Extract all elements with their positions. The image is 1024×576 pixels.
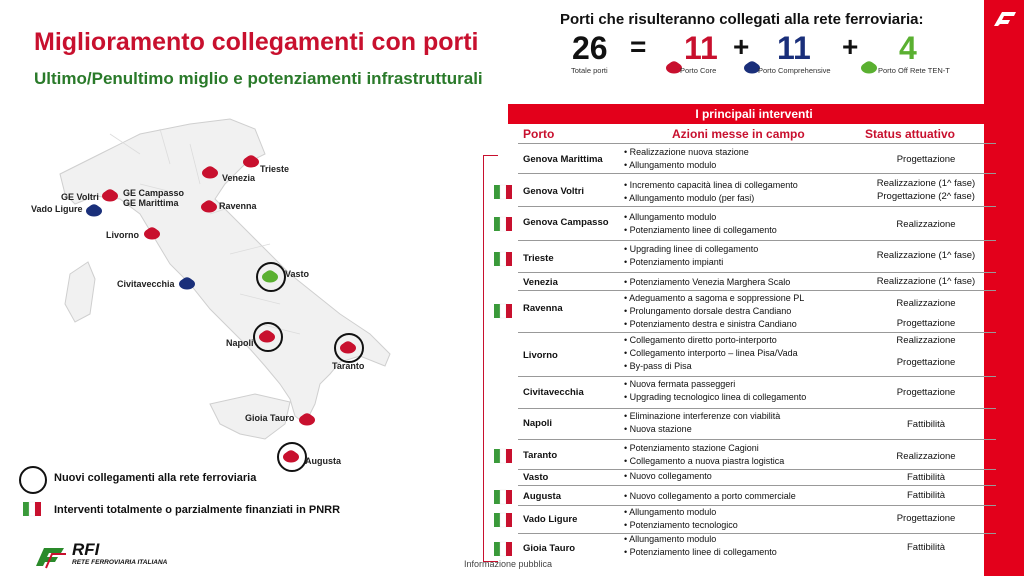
table-row-action: • Nuova stazione bbox=[624, 424, 692, 434]
map-label-augusta: Augusta bbox=[305, 456, 341, 466]
map-label-civitavecchia: Civitavecchia bbox=[117, 279, 175, 289]
table-row-action: • Allungamento modulo bbox=[624, 507, 716, 517]
total-ports-count: 26 bbox=[572, 30, 608, 66]
table-row-action: • Allungamento modulo bbox=[624, 212, 716, 222]
port-pin-icon bbox=[85, 201, 103, 217]
plus-sign: + bbox=[842, 31, 859, 62]
table-row-port: Genova Voltri bbox=[523, 186, 585, 197]
table-row-port: Genova Marittima bbox=[523, 154, 603, 165]
off-network-port-icon bbox=[860, 58, 878, 74]
map-label-gioia-tauro: Gioia Tauro bbox=[245, 413, 295, 423]
pnrr-flag-icon bbox=[493, 447, 515, 465]
map-label-napoli: Napoli bbox=[226, 338, 254, 348]
table-row-action: • Allungamento modulo bbox=[624, 534, 716, 544]
table-row-port: Ravenna bbox=[523, 303, 563, 314]
table-row-status: Realizzazione (1^ fase) bbox=[876, 178, 976, 189]
port-pin-icon bbox=[178, 274, 196, 290]
map-label-ravenna: Ravenna bbox=[219, 201, 257, 211]
row-divider bbox=[518, 240, 996, 241]
rfi-tagline: RETE FERROVIARIA ITALIANA bbox=[72, 559, 168, 566]
italy-map bbox=[40, 104, 420, 474]
table-row-action: • Adeguamento a sagoma e soppressione PL bbox=[624, 293, 804, 303]
port-pin-icon bbox=[242, 152, 260, 168]
table-row-action: • Nuovo collegamento bbox=[624, 471, 712, 481]
row-divider bbox=[518, 290, 996, 291]
table-row-status: Realizzazione bbox=[896, 298, 956, 309]
map-label-ge-voltri: GE Voltri bbox=[61, 192, 99, 202]
comprehensive-port-label: Porto Comprehensive bbox=[758, 66, 831, 75]
table-row-action: • Potenziamento linee di collegamento bbox=[624, 547, 777, 557]
table-row-status: Progettazione bbox=[896, 154, 956, 165]
table-row-port: Augusta bbox=[523, 491, 561, 502]
row-divider bbox=[518, 485, 996, 486]
row-divider bbox=[518, 533, 996, 534]
plus-sign: + bbox=[733, 31, 750, 62]
port-pin-icon bbox=[143, 224, 161, 240]
table-row-status: Realizzazione bbox=[896, 451, 956, 462]
column-header-azioni: Azioni messe in campo bbox=[672, 127, 805, 141]
table-row-action: • Nuovo collegamento a porto commerciale bbox=[624, 491, 796, 501]
table-row-port: Livorno bbox=[523, 350, 558, 361]
table-row-status: Fattibilità bbox=[906, 472, 945, 483]
port-pin-icon bbox=[201, 163, 219, 179]
row-divider bbox=[518, 505, 996, 506]
page-subtitle: Ultimo/Penultimo miglio e potenziamenti infrastrutturali bbox=[34, 69, 483, 88]
table-row-port: Civitavecchia bbox=[523, 387, 584, 398]
map-label-ge-campasso: GE Campasso bbox=[123, 188, 185, 198]
table-row-action: • Upgrading linee di collegamento bbox=[624, 244, 758, 254]
equals-sign: = bbox=[630, 31, 647, 62]
map-label-vado-ligure: Vado Ligure bbox=[31, 204, 83, 214]
port-pin-icon bbox=[282, 447, 300, 463]
footer-note: Informazione pubblica bbox=[464, 559, 553, 569]
table-row-action: • Collegamento diretto porto-interporto bbox=[624, 335, 777, 345]
table-row-status: Progettazione (2^ fase) bbox=[877, 191, 975, 202]
port-pin-icon bbox=[101, 186, 119, 202]
table-row-action: • Collegamento a nuova piastra logistica bbox=[624, 456, 784, 466]
core-ports-count: 11 bbox=[684, 30, 718, 66]
pnrr-flag-icon bbox=[22, 500, 44, 518]
table-row-action: • Potenziamento impianti bbox=[624, 257, 723, 267]
table-row-port: Gioia Tauro bbox=[523, 543, 576, 554]
map-label-trieste: Trieste bbox=[260, 164, 290, 174]
page-title: Miglioramento collegamenti con porti bbox=[34, 28, 479, 56]
table-row-port: Taranto bbox=[523, 450, 558, 461]
table-row-status: Fattibilità bbox=[906, 542, 945, 553]
table-row-status: Progettazione bbox=[896, 387, 956, 398]
fs-logo-icon bbox=[990, 8, 1018, 30]
port-pin-icon bbox=[298, 410, 316, 426]
pnrr-flag-icon bbox=[493, 302, 515, 320]
pnrr-flag-icon bbox=[493, 215, 515, 233]
table-row-status: Progettazione bbox=[896, 513, 956, 524]
table-row-status: Progettazione bbox=[896, 318, 956, 329]
row-divider bbox=[518, 272, 996, 273]
table-row-status: Fattibilità bbox=[906, 419, 945, 430]
table-row-action: • Potenziamento linee di collegamento bbox=[624, 225, 777, 235]
table-row-action: • Collegamento interporto – linea Pisa/Vada bbox=[624, 348, 798, 358]
row-divider bbox=[518, 332, 996, 333]
row-divider bbox=[518, 376, 996, 377]
pnrr-flag-icon bbox=[493, 488, 515, 506]
pnrr-flag-icon bbox=[493, 250, 515, 268]
pnrr-legend-label: Interventi totalmente o parzialmente finanziati in PNRR bbox=[54, 504, 341, 516]
table-row-action: • Incremento capacità linea di collegamento bbox=[624, 180, 798, 190]
off-network-ports-count: 4 bbox=[899, 30, 917, 66]
total-ports-label: Totale porti bbox=[571, 66, 608, 75]
row-divider bbox=[518, 206, 996, 207]
table-row-status: Realizzazione (1^ fase) bbox=[876, 250, 976, 261]
table-row-action: • Allungamento modulo bbox=[624, 160, 716, 170]
row-divider bbox=[518, 173, 996, 174]
table-row-action: • Potenziamento tecnologico bbox=[624, 520, 738, 530]
table-row-port: Venezia bbox=[523, 277, 558, 288]
map-label-livorno: Livorno bbox=[106, 230, 139, 240]
table-row-action: • Potenziamento destra e sinistra Candiano bbox=[624, 319, 797, 329]
table-row-action: • Potenziamento Venezia Marghera Scalo bbox=[624, 277, 790, 287]
table-row-action: • By-pass di Pisa bbox=[624, 361, 692, 371]
table-row-status: Realizzazione bbox=[896, 335, 956, 346]
table-row-action: • Nuova fermata passeggeri bbox=[624, 379, 735, 389]
table-row-port: Napoli bbox=[523, 418, 553, 429]
table-row-port: Vado Ligure bbox=[523, 514, 578, 525]
table-row-status: Realizzazione (1^ fase) bbox=[876, 276, 976, 287]
row-divider bbox=[518, 439, 996, 440]
port-pin-icon bbox=[200, 197, 218, 213]
map-label-taranto: Taranto bbox=[332, 361, 365, 371]
row-divider bbox=[518, 469, 996, 470]
off-network-port-label: Porto Off Rete TEN-T bbox=[878, 66, 950, 75]
pnrr-flag-icon bbox=[493, 183, 515, 201]
column-header-status: Status attuativo bbox=[865, 127, 956, 141]
comprehensive-ports-count: 11 bbox=[777, 30, 811, 66]
map-label-vasto: Vasto bbox=[285, 269, 310, 279]
pnrr-flag-icon bbox=[493, 511, 515, 529]
port-pin-icon bbox=[258, 327, 276, 343]
table-row-action: • Realizzazione nuova stazione bbox=[624, 147, 749, 157]
row-divider bbox=[518, 408, 996, 409]
rfi-brand: RFI bbox=[72, 540, 100, 559]
table-row-port: Vasto bbox=[523, 472, 549, 483]
new-link-legend-label: Nuovi collegamenti alla rete ferroviaria bbox=[54, 472, 257, 484]
header-divider bbox=[518, 143, 996, 144]
pnrr-flag-icon bbox=[493, 540, 515, 558]
port-pin-icon bbox=[261, 267, 279, 283]
map-label-venezia: Venezia bbox=[222, 173, 256, 183]
table-row-port: Genova Campasso bbox=[523, 217, 609, 228]
ports-summary-heading: Porti che risulteranno collegati alla rete ferroviaria: bbox=[560, 11, 924, 28]
table-row-status: Fattibilità bbox=[906, 490, 945, 501]
core-port-label: Porto Core bbox=[680, 66, 717, 75]
table-row-status: Progettazione bbox=[896, 357, 956, 368]
table-row-action: • Upgrading tecnologico linea di collegamento bbox=[624, 392, 806, 402]
table-title: I principali interventi bbox=[508, 104, 1000, 124]
table-row-status: Realizzazione bbox=[896, 219, 956, 230]
new-link-legend-icon bbox=[19, 466, 47, 494]
column-header-porto: Porto bbox=[523, 127, 555, 141]
table-row-action: • Potenziamento stazione Cagioni bbox=[624, 443, 759, 453]
table-row-action: • Eliminazione interferenze con viabilità bbox=[624, 411, 780, 421]
table-row-action: • Allungamento modulo (per fasi) bbox=[624, 193, 754, 203]
table-row-action: • Prolungamento dorsale destra Candiano bbox=[624, 306, 791, 316]
table-row-port: Trieste bbox=[523, 253, 554, 264]
port-pin-icon bbox=[339, 338, 357, 354]
map-label-ge-marittima: GE Marittima bbox=[123, 198, 179, 208]
